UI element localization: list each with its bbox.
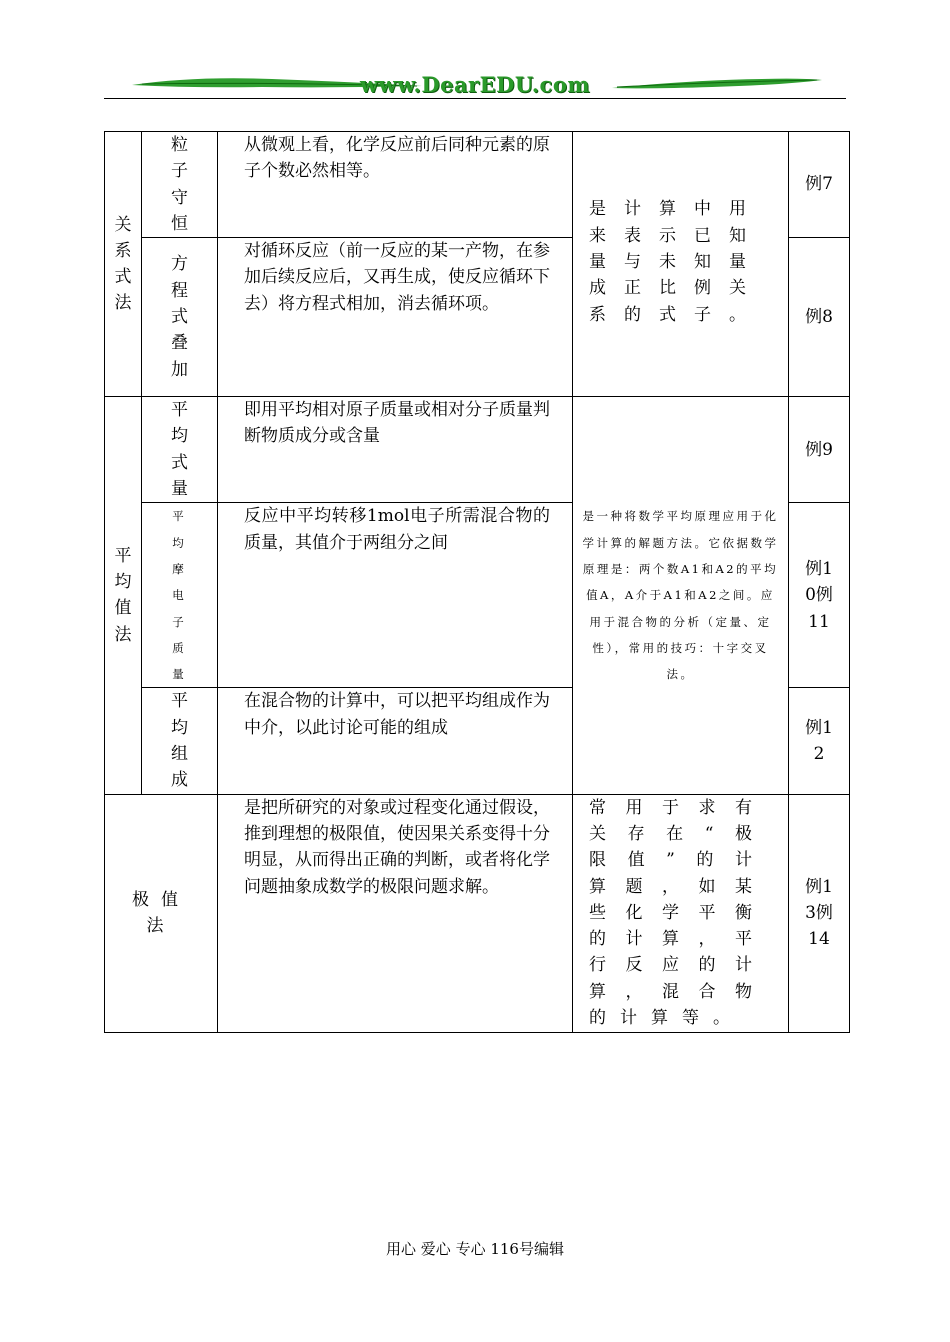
site-logo: www.DearEDU.com: [359, 72, 591, 97]
method-cell: [105, 794, 218, 1032]
example-cell: [789, 238, 850, 397]
table-row: [105, 397, 850, 503]
method-cell: [105, 397, 142, 794]
sub-method-label: 平均组成: [171, 691, 188, 791]
method-label: 极值法: [132, 889, 190, 937]
description-text: 对循环反应（前一反应的某一产物，在参加后续反应后，又再生成，使反应循环下去）将方程式相加，消去循环项。: [244, 241, 550, 314]
description-text: 在混合物的计算中，可以把平均组成作为中介，以此讨论可能的组成: [244, 691, 550, 738]
application-text: 是一种将数学平均原理应用于化学计算的解题方法。它依据数学原理是：两个数A1和A2的平均值A，A介于A1和A2之间。应用于混合物的分析（定量、定性），常用的技巧：十字交叉法。: [582, 509, 779, 682]
description-cell: [218, 238, 573, 397]
example-label: 例8: [805, 307, 833, 328]
method-table: [104, 131, 850, 1033]
leaf-decoration-right-icon: [612, 76, 822, 90]
table-row: [105, 132, 850, 238]
example-label: 例7: [805, 174, 833, 195]
description-text: 反应中平均转移1mol电子所需混合物的质量，其值介于两组分之间: [244, 506, 550, 553]
example-label: 例13例14: [805, 876, 833, 950]
description-text: 即用平均相对原子质量或相对分子质量判断物质成分或含量: [244, 400, 550, 447]
method-label: 平均值法: [114, 545, 132, 645]
example-label: 例9: [805, 439, 833, 460]
example-label: 例10例11: [805, 558, 833, 632]
application-cell: [573, 132, 789, 397]
sub-method-cell: [142, 132, 218, 238]
application-text: 是计算中用来表示已知量与未知量成正比例关系的式子。: [589, 199, 764, 325]
description-cell: [218, 132, 573, 238]
example-cell: [789, 688, 850, 794]
description-cell: [218, 503, 573, 688]
sub-method-label: 平均摩电子质量: [172, 509, 187, 682]
description-cell: [218, 794, 573, 1032]
method-label: 关系式法: [114, 214, 132, 314]
page-footer: 用心 爱心 专心 116号编辑: [386, 1240, 564, 1258]
sub-method-cell: [142, 688, 218, 794]
header-rule: [104, 98, 846, 99]
sub-method-cell: [142, 397, 218, 503]
sub-method-cell: [142, 238, 218, 397]
sub-method-label: 方程式叠加: [171, 254, 188, 380]
application-text: 常用于求有关存在“极限值”的计算题，如某些化学平衡的计算，平行反应的计算，混合物的计算等。: [589, 797, 766, 1029]
table-row: [105, 794, 850, 1032]
sub-method-label: 平均式量: [171, 400, 188, 500]
example-cell: [789, 132, 850, 238]
example-cell: [789, 794, 850, 1032]
example-cell: [789, 503, 850, 688]
application-cell: [573, 794, 789, 1032]
example-cell: [789, 397, 850, 503]
method-cell: [105, 132, 142, 397]
description-cell: [218, 688, 573, 794]
application-cell: [573, 397, 789, 794]
description-text: 从微观上看，化学反应前后同种元素的原子个数必然相等。: [244, 135, 550, 182]
description-cell: [218, 397, 573, 503]
example-label: 例12: [805, 717, 833, 765]
sub-method-cell: [142, 503, 218, 688]
sub-method-label: 粒子守恒: [171, 135, 188, 234]
description-text: 是把所研究的对象或过程变化通过假设，推到理想的极限值，使因果关系变得十分明显，从而得出正确的判断，或者将化学问题抽象成数学的极限问题求解。: [244, 797, 550, 897]
